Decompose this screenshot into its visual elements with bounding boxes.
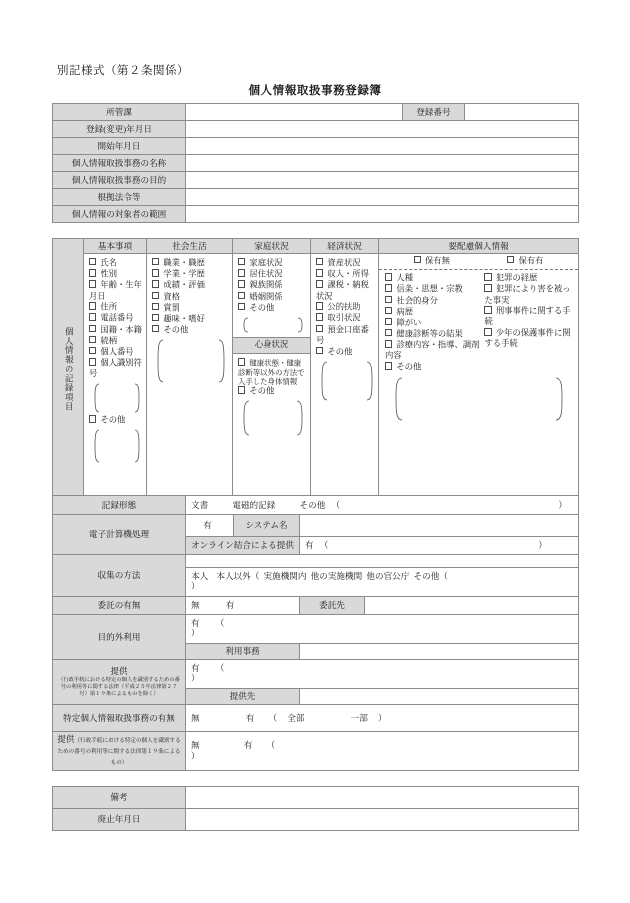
checkbox-electromagnetic[interactable]: 電磁的記録 (232, 499, 276, 510)
table-row-specific-personal-info (53, 704, 579, 731)
checkbox-item[interactable]: 住所 (89, 302, 143, 313)
checkbox-icon[interactable] (385, 273, 392, 280)
checkbox-mynumber-no[interactable]: 無 (191, 740, 200, 751)
field-label-legal-basis: 根拠法令等 (53, 189, 186, 206)
paren-close: ） (191, 750, 200, 761)
checkbox-item[interactable]: 親族関係 (238, 280, 307, 291)
checkbox-other-agency[interactable]: 他の実施機関 (310, 571, 363, 581)
column-header-social: 社会生活 (147, 239, 233, 254)
field-value-specific-personal-info (186, 704, 579, 731)
bracket-icon (240, 317, 306, 333)
registry-header-table (52, 103, 579, 223)
field-value-subject-scope[interactable] (186, 206, 579, 223)
field-value-entrustment (186, 596, 300, 614)
checkbox-icon[interactable] (89, 280, 96, 287)
checkbox-item[interactable]: 資格 (152, 292, 229, 303)
table-row-entrustment (53, 596, 579, 614)
checkbox-other-than-self[interactable]: 本人以外（ (216, 571, 260, 581)
checkbox-icon[interactable] (316, 347, 323, 354)
field-value-provision-mynumber (186, 731, 579, 770)
form-style-label: 別記様式（第２条関係） (57, 65, 189, 77)
field-value-record-form (186, 496, 579, 515)
table-row-collection-method-top (53, 555, 579, 568)
checkbox-icon[interactable] (385, 340, 392, 347)
checkbox-icon[interactable] (507, 256, 514, 263)
table-row (53, 138, 579, 155)
checkbox-item[interactable]: 取引状況 (316, 313, 375, 324)
column-basic-items (84, 254, 147, 502)
checkbox-icon[interactable] (484, 328, 491, 335)
handling-details-table (52, 495, 579, 771)
checkbox-item[interactable]: 人種 (385, 273, 480, 284)
checkbox-icon[interactable] (385, 318, 392, 325)
checkbox-item-other[interactable]: その他 (89, 415, 143, 426)
checkbox-icon[interactable] (385, 329, 392, 336)
checkbox-icon[interactable] (152, 258, 159, 265)
bracket-icon (318, 361, 376, 401)
checkbox-entrustment-yes[interactable]: 有 (225, 600, 235, 611)
paren-open: （ (268, 712, 278, 723)
field-label-entrustment-destination: 委託先 (300, 597, 365, 614)
field-label-record-form: 記録形態 (53, 496, 186, 515)
checkbox-item[interactable]: 預金口座番号 (316, 325, 369, 345)
checkbox-icon[interactable] (152, 325, 159, 332)
checkbox-item-other[interactable]: その他 (385, 362, 480, 373)
field-label-provision: 提供 （行政手続における特定の個人を識別するための番号の利用等に関する法律（平成２５年法律第２７号）第１９条によるものを除く） (53, 659, 186, 704)
paren-close: ） (378, 712, 387, 723)
table-row-headers (53, 239, 579, 254)
table-row-provision (53, 659, 579, 688)
page-title: 個人情報取扱事務登録簿 (248, 85, 382, 97)
column-header-sensitive: 要配慮個人情報 (379, 239, 579, 254)
checkbox-item[interactable]: 病歴 (385, 307, 480, 318)
checkbox-item[interactable]: 課税・納税状況 (316, 280, 369, 301)
checkbox-item[interactable]: 社会的身分 (385, 296, 480, 307)
bracket-icon (91, 429, 143, 463)
field-label-collection-method: 収集の方法 (53, 555, 186, 597)
field-label-online-provision: オンライン結合による提供 (186, 537, 300, 555)
checkbox-item[interactable]: 犯罪により害を被った事実 (484, 284, 571, 305)
field-value-remarks[interactable] (186, 787, 579, 809)
checkbox-item[interactable]: 個人番号 (89, 347, 143, 358)
field-label-computer-processing: 電子計算機処理 (53, 515, 186, 555)
field-label-task-name: 個人情報取扱事務の名称 (53, 155, 186, 172)
checkbox-icon[interactable] (385, 296, 392, 303)
column-social-items (147, 254, 233, 502)
field-value-registration-date[interactable] (186, 121, 579, 138)
checkbox-within-agency[interactable]: 実施機関内 (263, 571, 307, 581)
checkbox-icon[interactable] (89, 415, 96, 422)
checkbox-icon[interactable] (385, 362, 392, 369)
checkbox-item[interactable]: 氏名 (89, 258, 143, 269)
checkbox-icon[interactable] (152, 269, 159, 276)
checkbox-item[interactable]: 続柄 (89, 336, 143, 347)
checkbox-icon[interactable] (89, 325, 96, 332)
table-row (53, 104, 579, 121)
checkbox-icon[interactable] (238, 292, 245, 299)
field-label-provision-mynumber: 提供（行政手続における特定の個人を識別するための番号の利用等に関する法律第１９条によるもの） (53, 731, 186, 770)
checkbox-item[interactable]: 障がい (385, 318, 480, 329)
checkbox-specific-partial[interactable]: 一部 (350, 712, 368, 723)
field-value-registration-number[interactable] (465, 104, 579, 121)
checkbox-specific-no[interactable]: 無 (191, 712, 200, 723)
checkbox-item-other[interactable]: その他 (238, 303, 307, 314)
checkbox-item[interactable]: 個人識別符号 (89, 358, 142, 379)
checkbox-item[interactable]: 性別 (89, 269, 143, 280)
checkbox-item-other[interactable]: その他 (316, 347, 375, 358)
checkbox-item[interactable]: 犯罪の経歴 (484, 273, 574, 284)
checkbox-specific-all[interactable]: 全部 (287, 712, 305, 723)
provision-mynumber-note: （行政手続における特定の個人を識別するための番号の利用等に関する法律第１９条によるもの） (57, 737, 181, 767)
checkbox-icon[interactable] (152, 292, 159, 299)
checkbox-item[interactable]: 成績・評価 (152, 280, 229, 291)
sensitive-right-column (482, 270, 578, 375)
checkbox-icon[interactable] (152, 280, 159, 287)
checkbox-item[interactable]: 国籍・本籍 (89, 325, 143, 336)
bracket-icon (154, 339, 228, 383)
field-value-legal-basis[interactable] (186, 189, 579, 206)
checkbox-icon[interactable] (238, 280, 245, 287)
checkbox-item[interactable]: 公的扶助 (316, 302, 375, 313)
checkbox-possession-none[interactable]: 保有無 (414, 256, 450, 267)
sensitive-left-column (379, 270, 482, 375)
bracket-icon (91, 383, 143, 413)
checkbox-item[interactable]: 賞罰 (152, 303, 229, 314)
checkbox-item[interactable]: 居住状況 (238, 269, 307, 280)
table-row-record-form (53, 496, 579, 515)
checkbox-possession-yes[interactable]: 保有有 (507, 256, 543, 267)
checkbox-icon[interactable] (316, 258, 323, 265)
checkbox-icon[interactable] (316, 280, 323, 287)
checkbox-icon[interactable] (484, 273, 491, 280)
checkbox-icon[interactable] (238, 269, 245, 276)
table-row-other-purpose-use (53, 614, 579, 643)
entrustment-destination-cell (300, 596, 579, 614)
checkbox-item[interactable]: 家庭状況 (238, 258, 307, 269)
bracket-icon (240, 400, 306, 436)
checkbox-document[interactable]: 文書 (191, 499, 209, 510)
table-row (53, 787, 579, 809)
checkbox-item[interactable]: 資産状況 (316, 258, 375, 269)
checkbox-icon[interactable] (89, 313, 96, 320)
field-value-collection-method (186, 568, 579, 597)
checkbox-icon[interactable] (89, 347, 96, 354)
record-items-table (52, 238, 579, 502)
checkbox-icon[interactable] (238, 303, 245, 310)
checkbox-icon[interactable] (238, 258, 245, 265)
field-value-use-task[interactable] (300, 643, 579, 659)
checkbox-item[interactable]: 少年の保護事件に関する手続 (484, 328, 571, 349)
checkbox-icon[interactable] (484, 306, 491, 313)
checkbox-online-yes[interactable]: 有 (305, 540, 314, 551)
checkbox-icon[interactable] (89, 336, 96, 343)
checkbox-item[interactable]: 趣味・嗜好 (152, 314, 229, 325)
table-row (53, 189, 579, 206)
field-value-provision (186, 659, 579, 688)
field-label-abolition-date: 廃止年月日 (53, 809, 186, 831)
column-economic-items (311, 254, 379, 502)
field-label-entrustment: 委託の有無 (53, 596, 186, 614)
column-header-basic: 基本事項 (84, 239, 147, 254)
bracket-icon (391, 377, 567, 421)
paren-open: （ (215, 617, 225, 628)
checkbox-icon[interactable] (316, 313, 323, 320)
sub-header-physical-mental: 心身状況 (233, 337, 310, 354)
field-value-entrustment-destination[interactable] (365, 597, 579, 614)
provision-legal-note: （行政手続における特定の個人を識別するための番号の利用等に関する法律（平成２５年法律第２７号）第１９条によるものを除く） (58, 677, 180, 698)
checkbox-other-government[interactable]: 他の官公庁 (366, 571, 410, 581)
checkbox-provision-yes[interactable]: 有 (191, 662, 200, 673)
column-family-items (233, 254, 311, 502)
checkbox-item[interactable]: 収入・所得 (316, 269, 375, 280)
checkbox-icon[interactable] (89, 269, 96, 276)
checkbox-computer-yes-cell[interactable] (186, 515, 234, 537)
column-sensitive-items (379, 254, 579, 502)
paren-close: ） (558, 499, 568, 510)
field-value-start-date[interactable] (186, 138, 579, 155)
checkbox-icon[interactable] (316, 325, 323, 332)
paren-close: ） (191, 628, 200, 639)
table-row-provision-mynumber (53, 731, 579, 770)
field-label-use-task: 利用事務 (186, 643, 300, 659)
paren-close: ） (191, 581, 200, 592)
field-value-collection-method-top[interactable] (186, 555, 579, 568)
checkbox-icon[interactable] (89, 302, 96, 309)
paren-open: （ (319, 540, 329, 551)
remarks-table (52, 786, 579, 831)
table-row (53, 121, 579, 138)
table-row (53, 206, 579, 223)
table-row (53, 155, 579, 172)
checkbox-item[interactable]: 信条・思想・宗教 (385, 284, 480, 295)
paren-close: ） (191, 673, 200, 684)
checkbox-mynumber-yes[interactable]: 有 (243, 740, 253, 751)
field-label-other-purpose-use: 目的外利用 (53, 614, 186, 659)
field-label-provision-destination: 提供先 (186, 688, 300, 704)
field-value-abolition-date[interactable] (186, 809, 579, 831)
checkbox-icon[interactable] (316, 269, 323, 276)
paren-open: （ (331, 499, 341, 510)
field-label-department: 所管課 (53, 104, 186, 121)
checkbox-icon[interactable] (385, 307, 392, 314)
field-label-system-name: システム名 (234, 515, 300, 537)
checkbox-icon[interactable] (89, 358, 96, 365)
checkbox-icon[interactable] (385, 284, 392, 291)
checkbox-icon[interactable] (238, 358, 245, 365)
checkbox-specific-yes[interactable]: 有 (245, 712, 255, 723)
checkbox-item[interactable]: 年齢・生年月日 (89, 280, 142, 301)
field-value-task-purpose[interactable] (186, 172, 579, 189)
paren-open: （ (215, 662, 225, 673)
vertical-label-record-items: 個人情報の記録項目 (53, 239, 84, 502)
field-value-department[interactable] (186, 104, 403, 121)
table-row-computer-processing (53, 515, 579, 537)
checkbox-item[interactable]: 電話番号 (89, 313, 143, 324)
checkbox-item[interactable]: 健康診断等の結果 (385, 329, 480, 340)
field-label-task-purpose: 個人情報取扱事務の目的 (53, 172, 186, 189)
checkbox-icon[interactable] (152, 314, 159, 321)
paren-open: （ (266, 740, 276, 751)
table-row (53, 172, 579, 189)
checkbox-icon[interactable] (316, 302, 323, 309)
field-label-registration-date: 登録(変更)年月日 (53, 121, 186, 138)
field-label-start-date: 開始年月日 (53, 138, 186, 155)
field-value-task-name[interactable] (186, 155, 579, 172)
field-value-online-provision (300, 537, 579, 555)
checkbox-item[interactable]: 診療内容・指導、調剤内容 (385, 340, 480, 361)
checkbox-icon[interactable] (414, 256, 421, 263)
checkbox-other[interactable]: その他 (299, 499, 326, 510)
column-header-family: 家庭状況 (233, 239, 311, 254)
field-label-subject-scope: 個人情報の対象者の範囲 (53, 206, 186, 223)
field-value-system-name[interactable] (300, 515, 579, 537)
field-label-registration-number: 登録番号 (403, 104, 465, 121)
table-row-checkbox-grid (53, 254, 579, 502)
checkbox-entrustment-no[interactable]: 無 (191, 600, 200, 611)
checkbox-item-other[interactable]: その他 (238, 386, 307, 397)
checkbox-self[interactable]: 本人 (191, 571, 209, 581)
checkbox-other-purpose-yes[interactable]: 有 (191, 617, 200, 628)
field-label-remarks: 備考 (53, 787, 186, 809)
checkbox-icon[interactable] (484, 284, 491, 291)
field-value-provision-destination[interactable] (300, 688, 579, 704)
column-header-economic: 経済状況 (311, 239, 379, 254)
checkbox-other[interactable]: その他（ (413, 571, 448, 581)
checkbox-computer-yes[interactable]: 有 (203, 520, 212, 531)
field-label-specific-personal-info: 特定個人情報取扱事務の有無 (53, 704, 186, 731)
field-value-other-purpose-use (186, 614, 579, 643)
paren-close: ） (538, 540, 548, 551)
table-row (53, 809, 579, 831)
checkbox-icon[interactable] (89, 258, 96, 265)
checkbox-item-other[interactable]: その他 (152, 325, 229, 336)
checkbox-icon[interactable] (238, 386, 245, 393)
checkbox-item[interactable]: 学業・学歴 (152, 269, 229, 280)
checkbox-item[interactable]: 職業・職歴 (152, 258, 229, 269)
checkbox-icon[interactable] (152, 303, 159, 310)
checkbox-item[interactable]: 健康状態・健康診断等以外の方法で入手した身体情報 (238, 358, 305, 386)
checkbox-item[interactable]: 婚姻関係 (238, 292, 307, 303)
checkbox-item[interactable]: 刑事事件に関する手続 (484, 306, 571, 327)
